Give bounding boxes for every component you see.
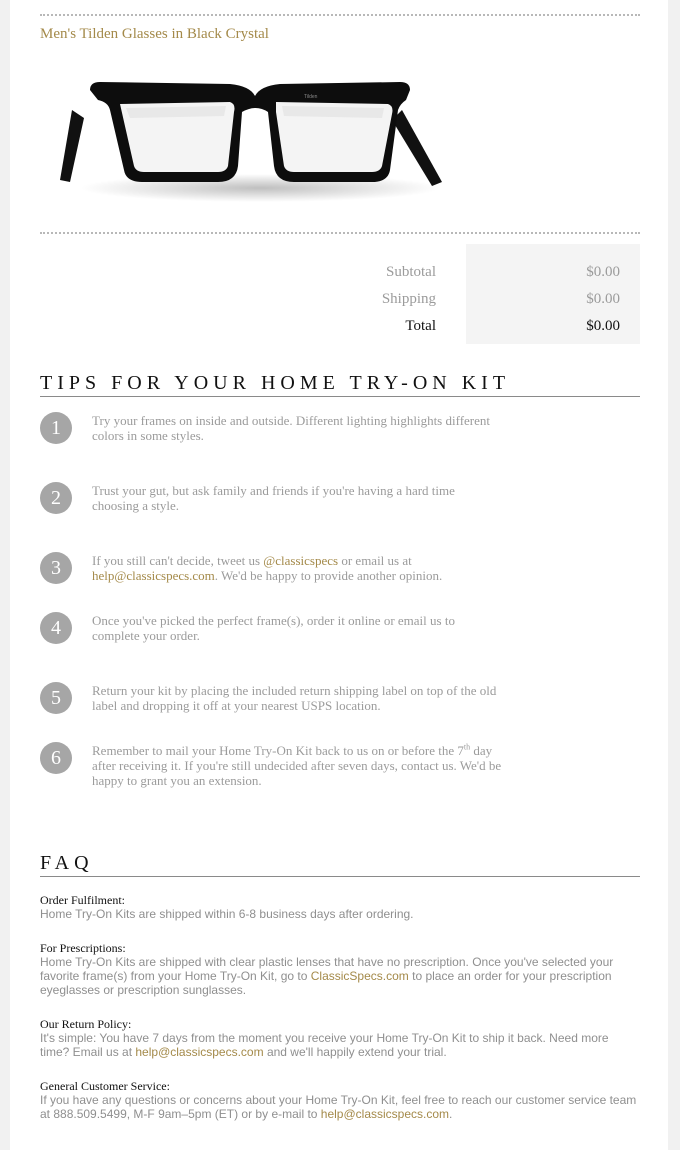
tip-number-5: 5 [40, 682, 72, 714]
subtotal-label: Subtotal [385, 264, 436, 280]
glasses-image[interactable] [50, 70, 450, 210]
tip-6-text-before: Remember to mail your Home Try-On Kit back to us on or before the 7 [92, 743, 464, 758]
product-name[interactable]: Men's Tilden Glasses in Black Crystal [40, 26, 269, 42]
tip-3-text-before: If you still can't decide, tweet us [92, 553, 264, 568]
tip-text-1: Try your frames on inside and outside. Different lighting highlights different colors in some styles. [92, 413, 491, 443]
dotted-divider [40, 232, 640, 234]
tip-number-1: 1 [40, 412, 72, 444]
faq-heading-1: Order Fulfilment: [40, 893, 125, 907]
email-link[interactable]: help@classicspecs.com [92, 568, 215, 583]
tip-text-3 [92, 553, 502, 583]
return-email-link[interactable]: help@classicspecs.com [135, 1045, 264, 1059]
classicspecs-link[interactable]: ClassicSpecs.com [310, 969, 409, 983]
tip-text-4: Once you've picked the perfect frame(s), order it online or email us to complete your order. [92, 613, 455, 643]
total-label: Total [405, 318, 436, 334]
tip-3-text-after: . We'd be happy to provide another opinion. [214, 568, 443, 583]
faq-body-2 [40, 955, 640, 997]
total-value: $0.00 [586, 318, 620, 334]
subtotal-value: $0.00 [586, 264, 620, 280]
tip-number-2: 2 [40, 482, 72, 514]
tips-rule [40, 396, 640, 397]
faq-heading-4: General Customer Service: [40, 1079, 170, 1093]
faq-2-text-after: to place an order for your prescription eyeglasses or prescription sunglasses. [40, 969, 612, 997]
temple-label: Tilden [304, 94, 318, 100]
faq-3-text-after: and we'll happily extend your trial. [263, 1045, 447, 1059]
tip-number-4: 4 [40, 612, 72, 644]
faq-4-text-before: If you have any questions or concerns about your Home Try-On Kit, feel free to reach our customer service team at 888.509.5499, M-F 9am–5pm (ET) or by e-mail to [40, 1093, 637, 1121]
tip-text-2: Trust your gut, but ask family and friends if you're having a hard time choosing a style. [92, 483, 455, 513]
twitter-link[interactable]: @classicspecs [263, 553, 339, 568]
shipping-label: Shipping [381, 291, 436, 307]
faq-rule [40, 876, 640, 877]
tip-3-text-middle: or email us at [338, 553, 412, 568]
shipping-value: $0.00 [586, 291, 620, 307]
faq-body-4 [40, 1093, 640, 1121]
faq-heading-3: Our Return Policy: [40, 1017, 132, 1031]
service-email-link[interactable]: help@classicspecs.com [320, 1107, 450, 1121]
faq-title: FAQ [40, 852, 94, 874]
tip-number-6: 6 [40, 742, 72, 774]
faq-2-text-before: Home Try-On Kits are shipped with clear plastic lenses that have no prescription. Once you've selected your favorite frame(s) from your Home Try-On Kit, go to [40, 955, 614, 983]
tip-6-superscript: th [463, 742, 471, 752]
dotted-divider [40, 14, 640, 16]
tips-title: TIPS FOR YOUR HOME TRY-ON KIT [40, 372, 511, 394]
faq-body-1: Home Try-On Kits are shipped within 6-8 business days after ordering. [40, 907, 414, 921]
faq-heading-2: For Prescriptions: [40, 941, 126, 955]
faq-3-text-before: It's simple: You have 7 days from the moment you receive your Home Try-On Kit to ship it back. Need more time? Email us at [40, 1031, 609, 1059]
email-card [10, 0, 668, 1150]
tip-6-text-after: day after receiving it. If you're still undecided after seven days, contact us. We'd be happy to grant you an extension. [92, 743, 502, 788]
faq-body-3 [40, 1031, 640, 1059]
tip-text-6 [92, 743, 502, 788]
tip-text-5: Return your kit by placing the included return shipping label on top of the old label and dropping it off at your nearest USPS location. [92, 683, 497, 713]
faq-4-text-after: . [449, 1107, 453, 1121]
tip-number-3: 3 [40, 552, 72, 584]
